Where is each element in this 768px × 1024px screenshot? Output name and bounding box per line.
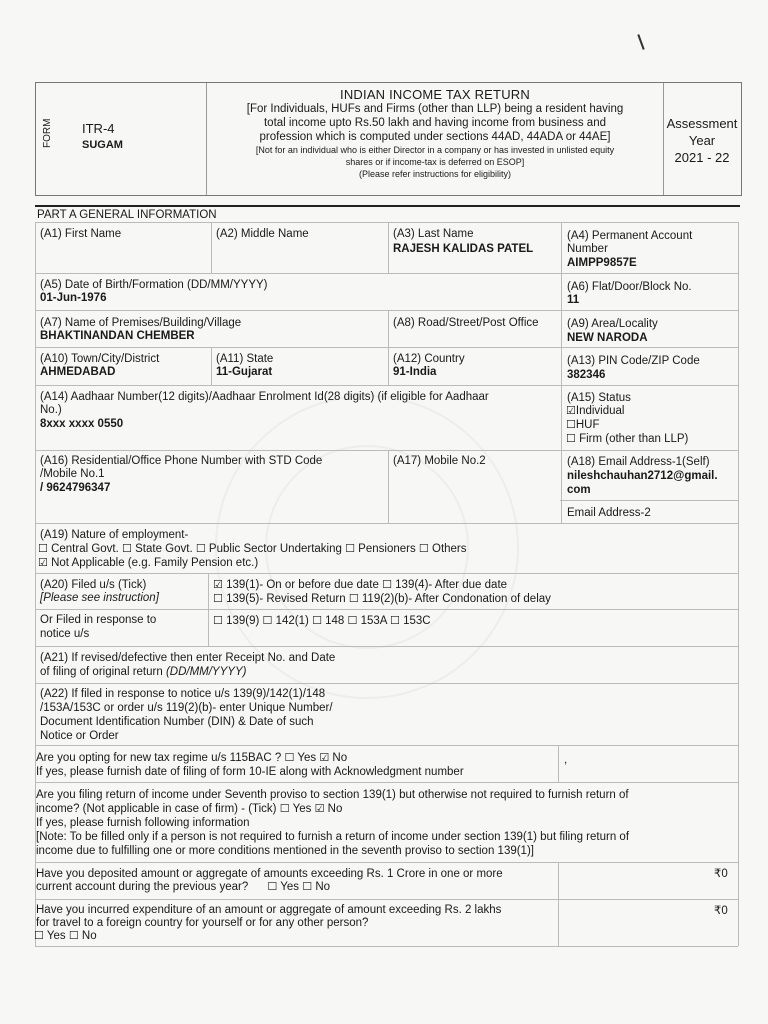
a22-label-1: (A22) If filed in response to notice u/s 139(9)/142(1)/148 [40, 688, 326, 700]
notice-option-142-1[interactable]: ☐ 142(1) [262, 615, 309, 627]
a19-option-pensioners[interactable]: ☐ Pensioners [345, 543, 416, 555]
a20-option-119-2b[interactable]: ☐ 119(2)(b)- After Condonation of delay [348, 593, 551, 605]
checkbox-icon: ☐ [213, 615, 223, 627]
deposit-question-1: Have you deposited amount or aggregate of amounts exceeding Rs. 1 Crore in one or more [36, 868, 503, 880]
form-header [35, 82, 742, 196]
seventh-line-1: Are you filing return of income under Seventh proviso to section 139(1) but otherwise not required to furnish return of [36, 789, 629, 801]
a20-option-139-1[interactable]: ☑ 139(1)- On or before due date [213, 579, 379, 591]
seventh-line-3: If yes, please furnish following information [36, 817, 250, 829]
a4-label-1: (A4) Permanent Account [567, 230, 693, 242]
assessment-year [664, 115, 740, 166]
scan-mark [637, 34, 644, 50]
header-title-block [208, 87, 662, 180]
regime-note: If yes, please furnish date of filing of form 10-IE along with Acknowledgment number [36, 766, 464, 778]
a15-label: (A15) Status [567, 392, 631, 404]
a17-label: (A17) Mobile No.2 [393, 455, 486, 467]
seventh-yes-option[interactable]: ☐ Yes [279, 803, 312, 815]
checkbox-icon: ☐ [390, 615, 400, 627]
a13-value: 382346 [567, 369, 606, 381]
checkbox-icon: ☐ [312, 615, 322, 627]
deposit-no-option[interactable]: ☐ No [302, 881, 331, 893]
a10-value: AHMEDABAD [40, 366, 116, 378]
checked-box-icon: ☑ [319, 752, 330, 764]
form-name: SUGAM [82, 139, 123, 151]
checkbox-icon: ☐ [34, 930, 44, 942]
regime-answer: , [564, 754, 568, 766]
a15-option-individual[interactable]: ☑Individual [566, 405, 625, 417]
ay-value: 2021 - 22 [674, 150, 730, 165]
checkbox-icon: ☐ [382, 579, 392, 591]
a19-option-others[interactable]: ☐ Others [418, 543, 467, 555]
notice-label-2: notice u/s [40, 628, 90, 640]
a1-label: (A1) First Name [40, 228, 122, 240]
checkbox-icon: ☐ [279, 803, 290, 815]
seventh-line-4: [Note: To be filled only if a person is not required to furnish a return of income under section 139(1) but filing return of [36, 831, 630, 843]
notice-option-148[interactable]: ☐ 148 [312, 615, 345, 627]
deposit-question-2: current account during the previous year? ☐ Yes ☐ No [36, 881, 331, 893]
travel-question-1: Have you incurred expenditure of an amount or aggregate of amount exceeding Rs. 2 lakhs [36, 904, 502, 916]
a12-value: 91-India [393, 366, 437, 378]
a4-label-2: Number [567, 243, 608, 255]
travel-amount: ₹0 [714, 905, 728, 917]
checkbox-icon: ☐ [566, 419, 576, 431]
checked-box-icon: ☑ [314, 803, 325, 815]
a19-option-central[interactable]: ☐ Central Govt. [38, 543, 119, 555]
checkbox-icon: ☐ [262, 615, 273, 627]
a11-label: (A11) State [216, 353, 274, 365]
section-title: PART A GENERAL INFORMATION [37, 209, 217, 221]
a8-label: (A8) Road/Street/Post Office [393, 317, 539, 329]
a20-instruction: [Please see instruction] [40, 592, 159, 604]
a15-option-firm[interactable]: ☐ Firm (other than LLP) [566, 433, 689, 445]
checkbox-icon: ☐ [302, 881, 313, 893]
notice-label-1: Or Filed in response to [40, 614, 157, 626]
checkbox-icon: ☐ [68, 930, 79, 942]
note-line-2: shares or if income-tax is deferred on ESOP] [345, 157, 525, 167]
checkbox-icon: ☐ [347, 615, 358, 627]
a7-value: BHAKTINANDAN CHEMBER [40, 330, 195, 342]
travel-options [34, 930, 97, 943]
checkbox-icon: ☐ [195, 543, 206, 555]
regime-question: Are you opting for new tax regime u/s 115BAC ? ☐ Yes ☑ No [36, 752, 348, 764]
checkbox-icon: ☐ [345, 543, 355, 555]
a7-label: (A7) Name of Premises/Building/Village [40, 317, 242, 329]
a22-label-2: /153A/153C or order u/s 119(2)(b)- enter Unique Number/ [40, 702, 333, 714]
subtitle-line-2: total income upto Rs.50 lakh and having income from business and [263, 117, 606, 129]
a10-label: (A10) Town/City/District [40, 353, 160, 365]
a11-value: 11-Gujarat [216, 366, 273, 378]
a19-option-na[interactable]: ☑ Not Applicable (e.g. Family Pension etc.) [38, 557, 259, 569]
notice-option-153c[interactable]: ☐ 153C [390, 615, 431, 627]
email-2-label: Email Address-2 [567, 507, 651, 519]
note-line-1: [Not for an individual who is either Director in a company or has invested in unlisted equity [255, 145, 615, 155]
checkbox-icon: ☐ [566, 433, 576, 445]
a20-row-2 [213, 593, 551, 606]
deposit-yes-option[interactable]: ☐ Yes [267, 881, 300, 893]
checkbox-icon: ☐ [348, 593, 359, 605]
checkbox-icon: ☐ [284, 752, 295, 764]
a16-value: / 9624796347 [40, 482, 111, 494]
seventh-line-2: income? (Not applicable in case of firm) - (Tick) ☐ Yes ☑ No [36, 803, 343, 815]
seventh-line-5: income due to fulfilling one or more conditions mentioned in the seventh proviso to section 139(1)] [36, 845, 534, 857]
a6-value: 11 [567, 294, 580, 306]
checkbox-icon: ☐ [267, 881, 278, 893]
a22-label-4: Notice or Order [40, 730, 119, 742]
seventh-no-option[interactable]: ☑ No [314, 803, 343, 815]
checked-box-icon: ☑ [566, 405, 576, 417]
checkbox-icon: ☐ [38, 543, 48, 555]
checked-box-icon: ☑ [213, 579, 223, 591]
notice-option-153a[interactable]: ☐ 153A [347, 615, 387, 627]
a14-value: 8xxx xxxx 0550 [40, 418, 124, 430]
travel-question-2: for travel to a foreign country for yourself or for any other person? [36, 917, 369, 929]
a5-label: (A5) Date of Birth/Formation (DD/MM/YYYY) [40, 279, 268, 291]
a18-value-2: com [567, 484, 591, 496]
a19-option-state[interactable]: ☐ State Govt. [122, 543, 193, 555]
regime-yes-option[interactable]: ☐ Yes [284, 752, 317, 764]
a19-label: (A19) Nature of employment- [40, 529, 189, 541]
form-vertical-label: FORM [42, 118, 53, 148]
checkbox-icon: ☐ [122, 543, 132, 555]
a21-label-1: (A21) If revised/defective then enter Receipt No. and Date [40, 652, 336, 664]
a9-label: (A9) Area/Locality [567, 318, 658, 330]
ay-label-2: Year [688, 133, 716, 148]
a14-label-1: (A14) Aadhaar Number(12 digits)/Aadhaar Enrolment Id(28 digits) (if eligible for Aadhaar [40, 391, 489, 403]
a19-option-psu[interactable]: ☐ Public Sector Undertaking [195, 543, 342, 555]
travel-no-option[interactable]: ☐ No [68, 930, 97, 942]
a14-label-2: No.) [40, 404, 62, 416]
a15-option-huf[interactable]: ☐HUF [566, 419, 600, 431]
travel-yes-option[interactable]: ☐ Yes [34, 930, 66, 942]
ay-label-1: Assessment [666, 116, 738, 131]
a16-label-1: (A16) Residential/Office Phone Number with STD Code [40, 455, 323, 467]
a9-value: NEW NARODA [567, 332, 648, 344]
a18-value-1: nileshchauhan2712@gmail. [567, 470, 718, 482]
deposit-amount: ₹0 [714, 868, 728, 880]
a3-value: RAJESH KALIDAS PATEL [393, 243, 534, 255]
a3-label: (A3) Last Name [393, 228, 474, 240]
page-title: INDIAN INCOME TAX RETURN [340, 87, 530, 102]
form-code: ITR-4 [82, 121, 115, 136]
a12-label: (A12) Country [393, 353, 465, 365]
a20-label: (A20) Filed u/s (Tick) [40, 579, 147, 591]
a18-label: (A18) Email Address-1(Self) [567, 456, 710, 468]
a13-label: (A13) PIN Code/ZIP Code [567, 355, 700, 367]
a20-option-139-4[interactable]: ☐ 139(4)- After due date [382, 579, 508, 591]
a2-label: (A2) Middle Name [216, 228, 309, 240]
checked-box-icon: ☑ [38, 557, 48, 569]
a20-option-139-5[interactable]: ☐ 139(5)- Revised Return [213, 593, 346, 605]
a22-label-3: Document Identification Number (DIN) & Date of such [40, 716, 314, 728]
header-divider [35, 205, 740, 207]
subtitle-line-1: [For Individuals, HUFs and Firms (other than LLP) being a resident having [246, 103, 624, 115]
a6-label: (A6) Flat/Door/Block No. [567, 281, 692, 293]
notice-option-139-9[interactable]: ☐ 139(9) [213, 615, 260, 627]
a4-value: AIMPP9857E [567, 257, 637, 269]
a5-value: 01-Jun-1976 [40, 292, 107, 304]
regime-no-option[interactable]: ☑ No [319, 752, 348, 764]
checkbox-icon: ☐ [213, 593, 223, 605]
checkbox-icon: ☐ [418, 543, 429, 555]
notice-options [213, 615, 431, 628]
a16-label-2: /Mobile No.1 [40, 468, 105, 480]
a21-label-2: of filing of original return (DD/MM/YYYY) [40, 666, 247, 678]
subtitle-line-3: profession which is computed under sections 44AD, 44ADA or 44AE] [259, 131, 611, 143]
note-line-3: (Please refer instructions for eligibility) [358, 169, 512, 179]
a19-options [38, 543, 467, 556]
a20-row-1 [213, 579, 507, 592]
